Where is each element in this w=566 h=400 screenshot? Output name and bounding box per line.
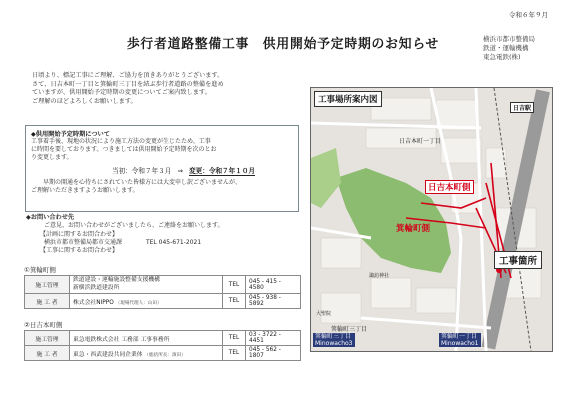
corner-sign-left-roman: Minowacho3 <box>315 340 353 347</box>
hiyoshi-contact-table <box>24 330 301 361</box>
table-row <box>25 294 301 309</box>
contact-heading: ◆お問い合わせ先 <box>26 214 75 221</box>
row-key: 施 工 者 <box>25 346 70 361</box>
tel-label: TEL <box>223 294 246 309</box>
issuer-list <box>483 35 535 62</box>
org-name: 株式会社NIPPO <box>73 299 114 306</box>
row-key: 施 工 者 <box>25 294 70 309</box>
shrine-label: 諏訪神社 <box>369 273 390 279</box>
contact-plan-tel: TEL 045-671-2021 <box>145 238 202 246</box>
contact-plan-org: 横浜市都市整備局都市交通課 <box>44 238 123 246</box>
table-row <box>25 276 301 294</box>
org-name: 東急・西武建設共同企業体 <box>73 351 143 358</box>
org-name: 鉄道建設・運輸施設整備支援機構 <box>73 277 160 283</box>
intro-line: 日頃より、標記工事にご理解、ご協力を頂きありがとうございます。 <box>32 72 224 79</box>
temple-label: 大聖院 <box>316 311 332 317</box>
contact-work-label: 【工事に関するお問合わせ】 <box>40 247 119 255</box>
row-value: 東急電鉄株式会社 工務部 工事事務所 <box>70 331 223 346</box>
tel-number: 045 - 938 - 5892 <box>246 294 301 309</box>
intro-line: さて、日吉本町一丁目と箕輪町三丁目を結ぶ歩行者道路の整備を進め <box>32 80 224 88</box>
hiyoshi-side-label: 日吉本町側 <box>425 180 474 194</box>
row-value <box>70 294 223 309</box>
intro-paragraph <box>32 72 307 106</box>
row-value <box>70 346 223 361</box>
area-label-hiyoshi: 日吉本町一丁目 <box>399 138 442 145</box>
schedule-apology-line: ご理解いただきますようお願いします。 <box>31 187 139 195</box>
corner-sign-left-ja: 箕輪町三丁目 <box>315 333 352 340</box>
tel-label: TEL <box>223 331 246 346</box>
schedule-body-line: に時間を要しております。つきましては供用開始予定時期を次のとお <box>31 146 217 154</box>
tel-number: 03 - 3722 - 4451 <box>246 331 301 346</box>
schedule-notice-box <box>25 125 299 212</box>
tel-number: 045 - 562 - 1807 <box>246 346 301 361</box>
issue-date: 令和６年９月 <box>509 11 548 19</box>
issuer-name: 横浜市都市整備局 <box>483 35 535 43</box>
table-row <box>25 331 301 346</box>
map-title: 工事場所案内図 <box>314 91 382 107</box>
section-title-hiyoshi: ②日吉本町側 <box>24 321 63 329</box>
corner-sign-right <box>439 333 481 347</box>
area-label-minowa: 箕輪町三丁目 <box>331 326 368 333</box>
station-label: 日吉駅 <box>510 102 534 113</box>
map-graphic <box>311 88 552 351</box>
issuer-name: 鉄道・運輸機構 <box>483 44 529 52</box>
contact-section <box>26 214 286 255</box>
arrow-icon: ⇒ <box>177 167 183 175</box>
schedule-body <box>31 138 293 163</box>
issuer-name: 東急電鉄(株) <box>483 53 521 61</box>
corner-sign-right-ja: 箕輪町一丁目 <box>441 333 478 340</box>
work-site-label: 工事箇所 <box>494 251 542 269</box>
site-map <box>310 87 553 352</box>
tel-label: TEL <box>223 276 246 294</box>
org-name: 新横浜鉄道建設所 <box>73 284 120 291</box>
tel-number: 045 - 415 - 4580 <box>246 276 301 294</box>
page-title: 歩行者道路整備工事 供用開始予定時期のお知らせ <box>126 37 440 52</box>
schedule-original: 当初：令和７年３月 <box>112 167 172 175</box>
org-note: （総括所長：濱田） <box>144 352 186 358</box>
schedule-body-line: り変更します。 <box>31 154 73 162</box>
table-row <box>25 346 301 361</box>
schedule-apology <box>31 179 293 195</box>
contact-plan-label: 【計画に関するお問合わせ】 <box>40 230 119 238</box>
schedule-change <box>112 165 255 175</box>
row-key: 施工管理 <box>25 331 70 346</box>
minowa-side-label: 箕輪町側 <box>396 224 431 234</box>
contact-plan-line <box>26 239 286 247</box>
intro-line: ていますが、供用開始予定時期の変更についてご案内致します。 <box>32 89 211 97</box>
schedule-heading: ◆供用開始予定時期について <box>31 131 110 138</box>
section-title-minowa: ①箕輪町側 <box>24 266 56 274</box>
minowa-contact-table <box>24 275 301 309</box>
org-note: （現場代理人：山田） <box>115 300 162 306</box>
tel-label: TEL <box>223 346 246 361</box>
corner-sign-left <box>313 333 355 347</box>
contact-intro: ご意見、お問い合わせがございましたら、ご連絡をお願いします。 <box>44 222 224 230</box>
schedule-new: 変更：令和７年１０月 <box>189 167 256 175</box>
schedule-apology-line: 早期の開通を心待ちにされていた皆様方には大変申し訳ございませんが、 <box>43 179 242 186</box>
schedule-body-line: 工事着手後、現地の状況により施工方法の変更が生じたため、工事 <box>31 138 211 145</box>
intro-line: ご理解のほどよろしくお願いします。 <box>32 97 137 105</box>
row-value <box>70 276 223 294</box>
row-key: 施工管理 <box>25 276 70 294</box>
corner-sign-right-roman: Minowacho1 <box>441 340 479 347</box>
